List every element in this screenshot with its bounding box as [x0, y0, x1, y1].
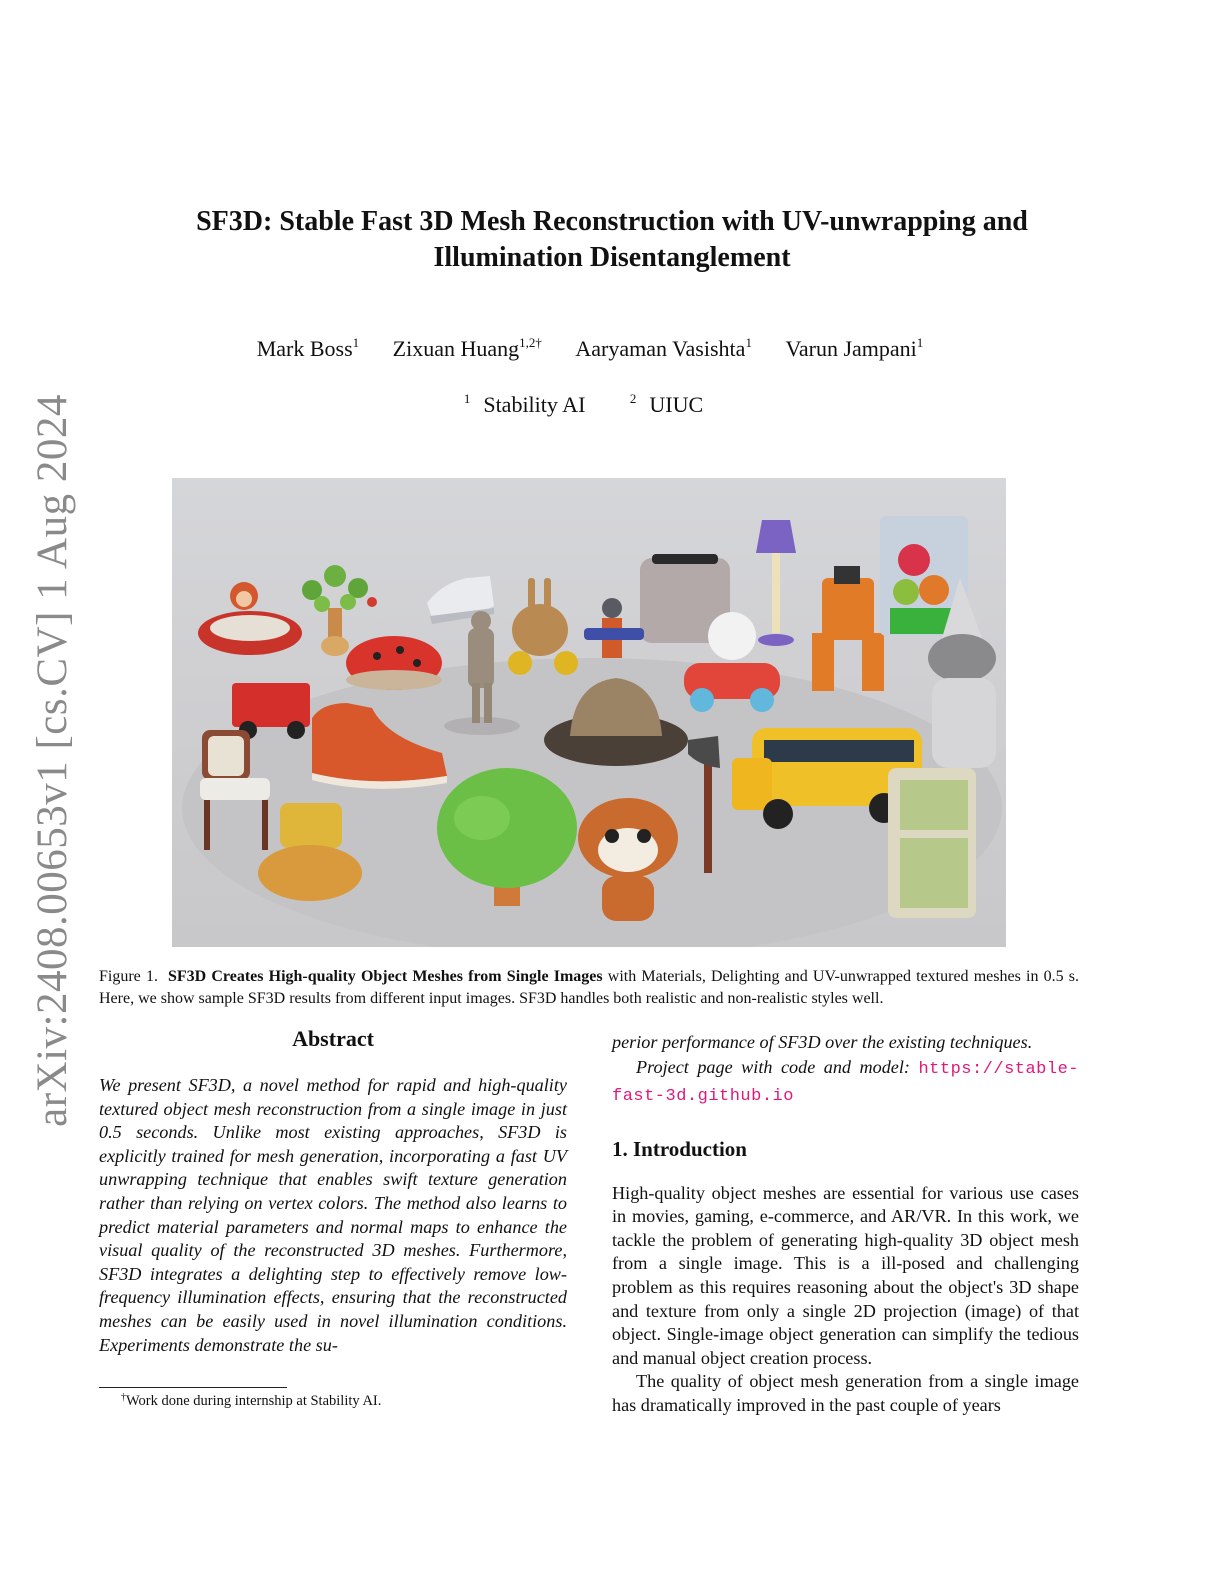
author-affil-mark: 1,2†: [519, 335, 542, 350]
affiliation-2: [630, 392, 716, 417]
affiliation-list: [120, 392, 1060, 418]
author-affil-mark: 1: [916, 335, 924, 350]
introduction-paragraph-1: High-quality object meshes are essential for various use cases in movies, gaming, e-commerce, and AR/VR. In this work, we tackle the problem of generating high-quality 3D object mesh from a single image. This is a ill-posed and challenging problem as this requires reasoning about the object's 3D shape and texture from only a single 2D projection (image) of that object. Single-image object generation can simplify the tedious and manual object creation process.: [612, 1182, 1079, 1368]
introduction-heading: 1. Introduction: [612, 1136, 747, 1161]
abstract-heading: Abstract: [292, 1026, 374, 1051]
arxiv-identifier-stamp: [22, 393, 82, 1127]
project-url-link[interactable]: https://stable-fast-3d.github.io: [612, 1059, 1079, 1106]
author-name: Aaryaman Vasishta: [575, 336, 746, 361]
affil-mark: 2: [629, 391, 637, 406]
affiliation-1: [464, 392, 599, 417]
affil-mark: 1: [463, 391, 471, 406]
affil-name: UIUC: [649, 392, 704, 417]
author-3: [575, 336, 752, 361]
author-4: [785, 336, 923, 361]
right-column: [612, 1031, 1079, 1418]
paper-title: SF3D: Stable Fast 3D Mesh Reconstruction with UV-unwrapping and Illumination Disentanglement: [196, 206, 1028, 273]
arxiv-id-text: arXiv:2408.00653v1 [cs.CV] 1 Aug 2024: [28, 393, 76, 1127]
author-affil-mark: 1: [745, 335, 752, 350]
footnote: [121, 1393, 381, 1410]
figure-label: Figure 1.: [99, 968, 158, 985]
introduction-paragraph-2: The quality of object mesh generation from a single image has dramatically improved in the past couple of years: [612, 1371, 1079, 1415]
teaser-objects-illustration: [172, 478, 1006, 947]
author-1: [257, 336, 359, 361]
figure-caption-text: with Materials, Delighting and UV-unwrapped textured meshes in 0.5 s. Here, we show sample SF3D results from different input images. SF3D handles both realistic and non-realistic styles well.: [99, 968, 1080, 1007]
figure-caption-bold: SF3D Creates High-quality Object Meshes from Single Images: [167, 968, 603, 985]
footnote-rule: [99, 1387, 287, 1388]
author-affil-mark: 1: [352, 335, 360, 350]
footnote-text: Work done during internship at Stability AI.: [126, 1393, 382, 1409]
author-name: Varun Jampani: [785, 336, 917, 361]
project-prefix: Project page with code and model:: [636, 1056, 919, 1077]
author-name: Zixuan Huang: [392, 336, 520, 361]
left-column: [99, 1026, 567, 1357]
author-name: Mark Boss: [256, 336, 353, 361]
author-2: [393, 336, 542, 361]
abstract-body: We present SF3D, a novel method for rapid and high-quality textured object mesh reconstruction from a single image in just 0.5 seconds. Unlike most existing approaches, SF3D is explicitly trained for mesh generation, incorporating a fast UV unwrapping technique that enables swift texture generation rather than relying on vertex colors. The method also learns to predict material parameters and normal maps to enhance the visual quality of the reconstructed 3D meshes. Furthermore, SF3D integrates a delighting step to effectively remove low-frequency illumination effects, ensuring that the reconstructed meshes can be easily used in novel illumination conditions. Experiments demonstrate the su-: [99, 1075, 567, 1355]
teaser-figure-image: [172, 478, 1006, 947]
figure-caption: [99, 966, 1079, 1010]
footnote-mark: †: [121, 1392, 126, 1403]
project-page-line: [612, 1055, 1079, 1109]
abstract-continued: perior performance of SF3D over the existing techniques.: [612, 1032, 1033, 1052]
affil-name: Stability AI: [483, 392, 586, 417]
author-list: [120, 336, 1060, 362]
